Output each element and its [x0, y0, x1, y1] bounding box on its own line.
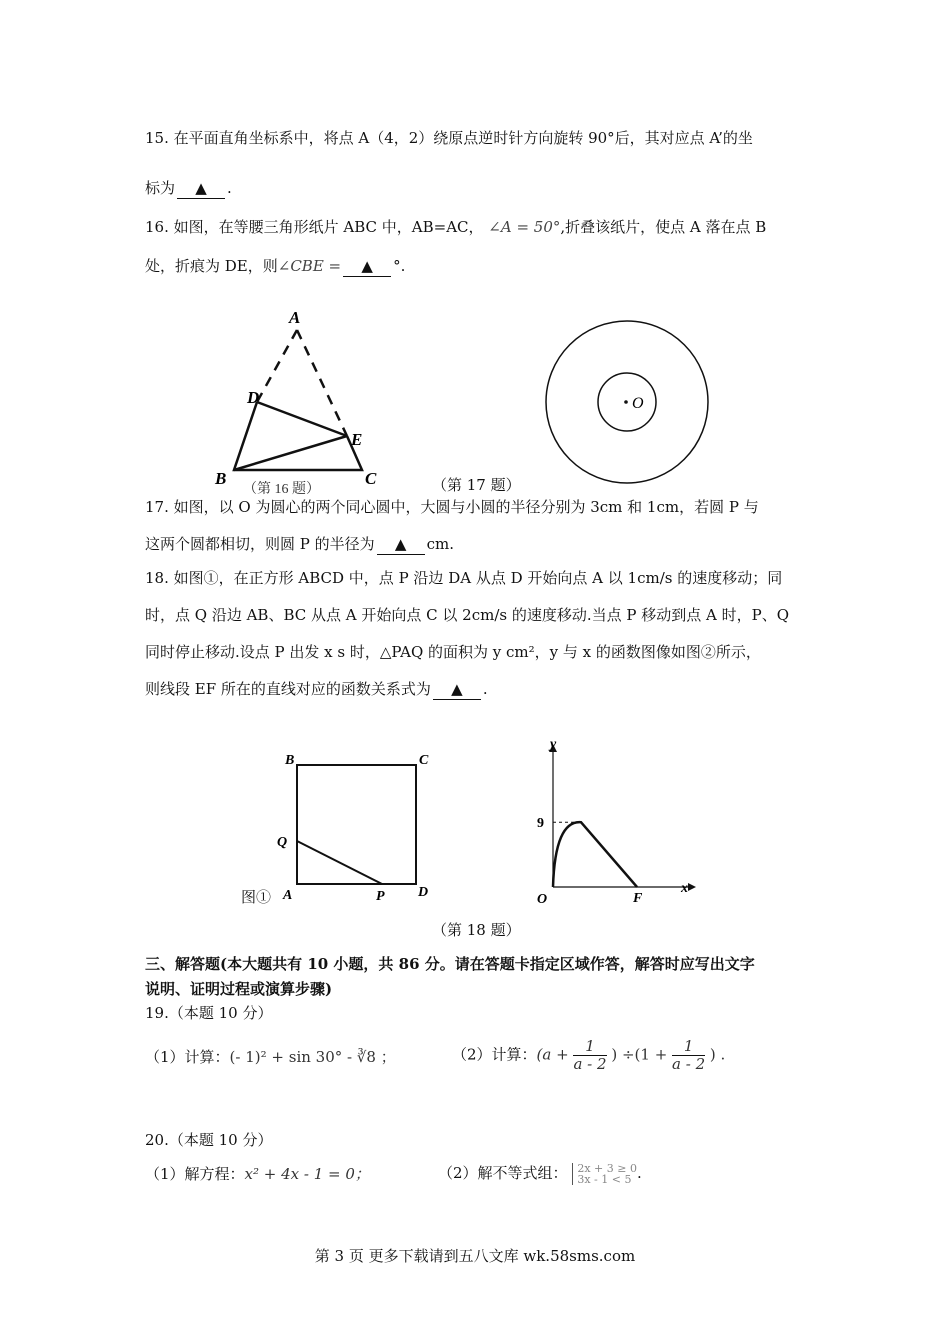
fig16-caption: （第 16 题） [243, 482, 320, 495]
q20-p1-expr: x² + 4x - 1 = 0； [244, 1165, 370, 1183]
fig16-label-d: D [247, 388, 260, 407]
q19-p1-label: （1）计算： [145, 1048, 230, 1066]
q20-p2-system [572, 1163, 637, 1185]
q19-p2-frac1-num: 1 [573, 1038, 606, 1056]
q16-angle-expr: ∠A = 50° [488, 218, 561, 236]
fig16-label-c: C [365, 469, 377, 488]
fig16-label-e: E [351, 430, 363, 449]
fig18a-square [297, 765, 416, 884]
fig17-center-dot [624, 400, 628, 404]
q20-part2 [438, 1162, 642, 1185]
fig18-caption: （第 18 题） [432, 921, 521, 939]
q17-prefix: 这两个圆都相切，则圆 P 的半径为 [145, 535, 375, 553]
fig16-label-b: B [215, 469, 227, 488]
q16-angle2: ∠CBE = [277, 257, 342, 275]
q20-part1 [145, 1164, 370, 1184]
q20-p2-suffix: . [636, 1164, 642, 1182]
q16-text-b: ,折叠该纸片，使点 A 落在点 B [560, 218, 767, 236]
q19-p2-fraction1 [573, 1038, 606, 1073]
q17-line1: 17. 如图，以 O 为圆心的两个同心圆中，大圆与小圆的半径分别为 3cm 和 1cm，若圆 P 与 [145, 498, 759, 516]
q16-line1 [145, 217, 766, 237]
q17-suffix: cm. [426, 535, 455, 553]
q15-suffix: . [227, 179, 232, 197]
q15-prefix: 标为 [145, 179, 176, 197]
q18-line4 [145, 679, 488, 700]
q19-part1 [145, 1047, 396, 1067]
fig17-label-o: O [632, 395, 644, 412]
q15-line1: 15. 在平面直角坐标系中，将点 A（4，2）绕原点逆时针方向旋转 90°后，其对应点 A’的坐 [145, 129, 753, 147]
q20-p2-row1: 2x + 3 ≥ 0 [577, 1162, 637, 1175]
q16-text-a: 16. 如图，在等腰三角形纸片 ABC 中，AB=AC， [145, 218, 484, 236]
figure-18-square [275, 745, 435, 910]
q17-line2 [145, 534, 454, 555]
fig16-label-a: A [289, 308, 301, 327]
q15-answer-blank: ▲ [177, 178, 225, 199]
fig16-dashed-ad [257, 330, 297, 402]
section3-line2: 说明、证明过程或演算步骤) [145, 980, 333, 998]
q19-part2 [452, 1038, 725, 1073]
fig17-caption: （第 17 题） [432, 476, 521, 494]
figure-16 [205, 300, 395, 495]
q15-line2 [145, 178, 232, 199]
fig16-crease-de [257, 402, 347, 436]
q19-p2-a: (a + [536, 1045, 569, 1064]
section3-line1: 三、解答题(本大题共有 10 小题，共 86 分。请在答题卡指定区域作答，解答时应写出文字 [145, 955, 755, 973]
q19-p2-c: ) . [709, 1045, 726, 1064]
q19-p2-b: ) ÷(1 + [611, 1045, 668, 1064]
fig18a-label-b: B [285, 753, 295, 768]
fig18b-label-9: 9 [537, 816, 544, 832]
q18-prefix: 则线段 EF 所在的直线对应的函数关系式为 [145, 680, 431, 698]
fig18a-label-d: D [418, 885, 429, 900]
q16-line2 [145, 256, 405, 277]
q18-answer-blank: ▲ [433, 679, 481, 700]
q18-line2: 时，点 Q 沿边 AB、BC 从点 A 开始向点 C 以 2cm/s 的速度移动.当点 P 移动到点 A 时，P、Q [145, 606, 789, 624]
q20-p2-label: （2）解不等式组： [438, 1164, 568, 1182]
fig18a-label-a: A [283, 888, 293, 903]
fig18b-label-y: y [550, 737, 557, 752]
q19-p2-frac2-num: 1 [672, 1038, 705, 1056]
fig18a-label-c: C [419, 753, 429, 768]
fig18a-prefix: 图① [241, 888, 272, 906]
figure-17 [540, 315, 715, 490]
q19-p2-fraction2 [672, 1038, 705, 1073]
q16-suffix: °. [393, 257, 406, 275]
figure-18-graph [530, 730, 700, 910]
fig18b-label-x: x [681, 881, 688, 896]
fig16-segment-be [234, 436, 347, 470]
q18-suffix: . [482, 680, 488, 698]
q19-p2-frac2-den: a - 2 [672, 1055, 706, 1073]
q17-answer-blank: ▲ [377, 534, 425, 555]
q20-title: 20.（本题 10 分） [145, 1131, 273, 1149]
fig18b-curve [553, 822, 637, 887]
q19-p2-label: （2）计算： [452, 1045, 537, 1064]
q20-p2-row2: 3x - 1 < 5 [577, 1173, 632, 1186]
q16-prefix: 处，折痕为 DE，则 [145, 257, 278, 275]
fig18b-label-o: O [537, 892, 548, 907]
fig18b-label-f: F [633, 891, 643, 906]
fig18a-label-p: P [376, 889, 385, 904]
q20-p1-label: （1）解方程： [145, 1165, 245, 1183]
page-footer: 第 3 页 更多下载请到五八文库 wk.58sms.com [314, 1247, 636, 1265]
fig18a-segment-pq [297, 841, 382, 884]
fig18b-x-arrow [688, 883, 696, 891]
q19-title: 19.（本题 10 分） [145, 1004, 273, 1022]
fig18a-label-q: Q [277, 835, 288, 850]
q18-line3: 同时停止移动.设点 P 出发 x s 时，△PAQ 的面积为 y cm²，y 与 x 的函数图像如图②所示， [145, 643, 761, 661]
q19-p1-expr: (- 1)² + sin 30° - ∛8 ； [229, 1048, 396, 1066]
q18-line1: 18. 如图①，在正方形 ABCD 中，点 P 沿边 DA 从点 D 开始向点 A 以 1cm/s 的速度移动；同 [145, 569, 783, 587]
q16-answer-blank: ▲ [343, 256, 391, 277]
q19-p2-frac1-den: a - 2 [573, 1055, 607, 1073]
